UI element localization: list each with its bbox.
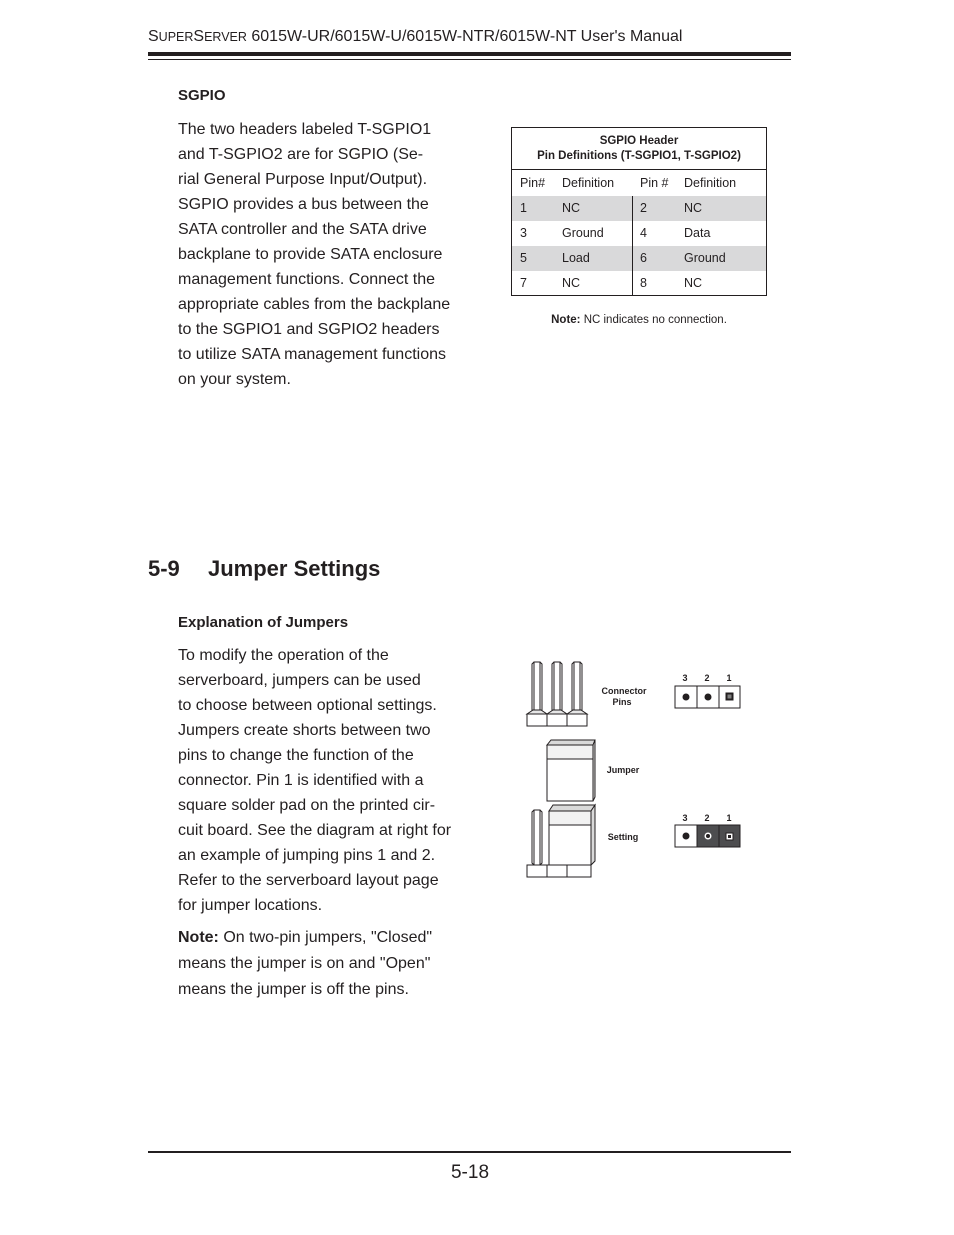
jumper-setting-drawing (527, 805, 595, 877)
table-title-line1: SGPIO Header (599, 135, 679, 147)
table-cell: Load (562, 251, 590, 265)
sgpio-line: rial General Purpose Input/Output). (178, 171, 428, 188)
header-rest: 6015W-UR/6015W-U/6015W-NTR/6015W-NT User's Manual (246, 28, 683, 45)
table-cell: NC (684, 276, 703, 290)
jumper-cap-drawing (547, 740, 595, 801)
connector-pins-drawing (527, 662, 587, 726)
table-column-divider (632, 196, 633, 296)
pin-number-label: 1 (726, 673, 732, 683)
pin-boxes-top (675, 686, 740, 708)
pin-boxes-setting (675, 825, 740, 847)
table-cell: 6 (640, 251, 647, 265)
header-s1: S (148, 28, 159, 45)
sgpio-line: SATA controller and the SATA drive (178, 221, 427, 238)
pin-number-label: 2 (704, 813, 710, 823)
table-row (512, 196, 766, 221)
table-title-line2: Pin Definitions (T-SGPIO1, T-SGPIO2) (537, 150, 741, 162)
col-header: Definition (684, 176, 737, 190)
jumpers-note-line (178, 925, 457, 951)
jumpers-line: Jumpers create shorts between two (178, 722, 431, 739)
table-note-text: NC indicates no connection. (580, 314, 727, 326)
table-cell: 5 (520, 251, 527, 265)
table-row (512, 271, 766, 296)
jumpers-line: square solder pad on the printed cir- (178, 797, 436, 814)
jumpers-note-line: means the jumper is off the pins. (178, 981, 409, 998)
sgpio-line: to the SGPIO1 and SGPIO2 headers (178, 321, 440, 338)
jumpers-line: To modify the operation of the (178, 647, 389, 664)
sgpio-line: appropriate cables from the backplane (178, 296, 451, 313)
table-cell: 4 (640, 226, 647, 240)
pin-number-label: 3 (682, 673, 688, 683)
table-cell: Ground (562, 226, 604, 240)
pin-number-label: 1 (726, 813, 732, 823)
table-cell: 7 (520, 276, 527, 290)
sgpio-line: to utilize SATA management functions (178, 346, 446, 363)
table-cell: NC (684, 201, 703, 215)
table-cell: 1 (520, 201, 527, 215)
sgpio-line: on your system. (178, 371, 291, 388)
sgpio-pin-table (511, 127, 767, 296)
jumpers-line: for jumper locations. (178, 897, 323, 914)
label-setting: Setting (607, 832, 639, 842)
section-number: 5-9 (148, 556, 180, 581)
table-row (512, 246, 766, 271)
jumpers-line: pins to change the function of the (178, 747, 414, 764)
sgpio-line: SGPIO provides a bus between the (178, 196, 429, 213)
section-heading (148, 556, 380, 582)
sgpio-line: management functions. Connect the (178, 271, 436, 288)
table-note (511, 314, 767, 326)
table-cell: NC (562, 276, 581, 290)
pin-number-label: 3 (682, 813, 688, 823)
jumpers-note (178, 925, 457, 1003)
table-header-row (512, 171, 766, 196)
label-connector: Connector (601, 686, 647, 696)
sgpio-heading: SGPIO (178, 87, 226, 104)
pin-number-label: 2 (704, 673, 710, 683)
jumpers-line: cuit board. See the diagram at right for (178, 822, 452, 839)
jumpers-line: to choose between optional settings. (178, 697, 437, 714)
jumpers-subheading: Explanation of Jumpers (178, 614, 349, 631)
jumpers-line: an example of jumping pins 1 and 2. (178, 847, 436, 864)
jumpers-line: Refer to the serverboard layout page (178, 872, 439, 889)
jumpers-note-text: On two-pin jumpers, "Closed" (218, 929, 433, 946)
jumper-diagram (520, 655, 750, 885)
jumpers-line: connector. Pin 1 is identified with a (178, 772, 424, 789)
table-cell: Ground (684, 251, 726, 265)
col-header: Pin# (520, 176, 546, 190)
jumpers-note-label: Note: (178, 929, 219, 946)
label-jumper: Jumper (606, 765, 640, 775)
table-cell: Data (684, 226, 711, 240)
header-s2: UPER (158, 30, 194, 44)
jumpers-paragraph (178, 643, 457, 918)
sgpio-line: and T-SGPIO2 are for SGPIO (Se- (178, 146, 424, 163)
sgpio-line: The two headers labeled T-SGPIO1 (178, 121, 432, 138)
table-cell: 3 (520, 226, 527, 240)
table-note-label: Note: (551, 314, 581, 326)
header-s3: S (193, 28, 205, 45)
table-cell: 2 (640, 201, 647, 215)
table-row (512, 221, 766, 246)
sgpio-paragraph (178, 117, 465, 392)
col-header: Pin # (640, 176, 669, 190)
jumpers-line: serverboard, jumpers can be used (178, 672, 421, 689)
jumpers-note-line: means the jumper is on and "Open" (178, 955, 431, 972)
section-title: Jumper Settings (208, 556, 381, 581)
table-cell: 8 (640, 276, 647, 290)
sgpio-line: backplane to provide SATA enclosure (178, 246, 443, 263)
header-s4: ERVER (204, 30, 247, 44)
col-header: Definition (562, 176, 615, 190)
label-pins: Pins (612, 697, 632, 707)
header-rule-thin (148, 59, 791, 60)
page-number: 5-18 (450, 1162, 490, 1183)
running-header (148, 28, 790, 46)
header-rule-thick (148, 52, 791, 56)
table-title (512, 128, 766, 170)
footer-rule (148, 1151, 791, 1153)
table-cell: NC (562, 201, 581, 215)
